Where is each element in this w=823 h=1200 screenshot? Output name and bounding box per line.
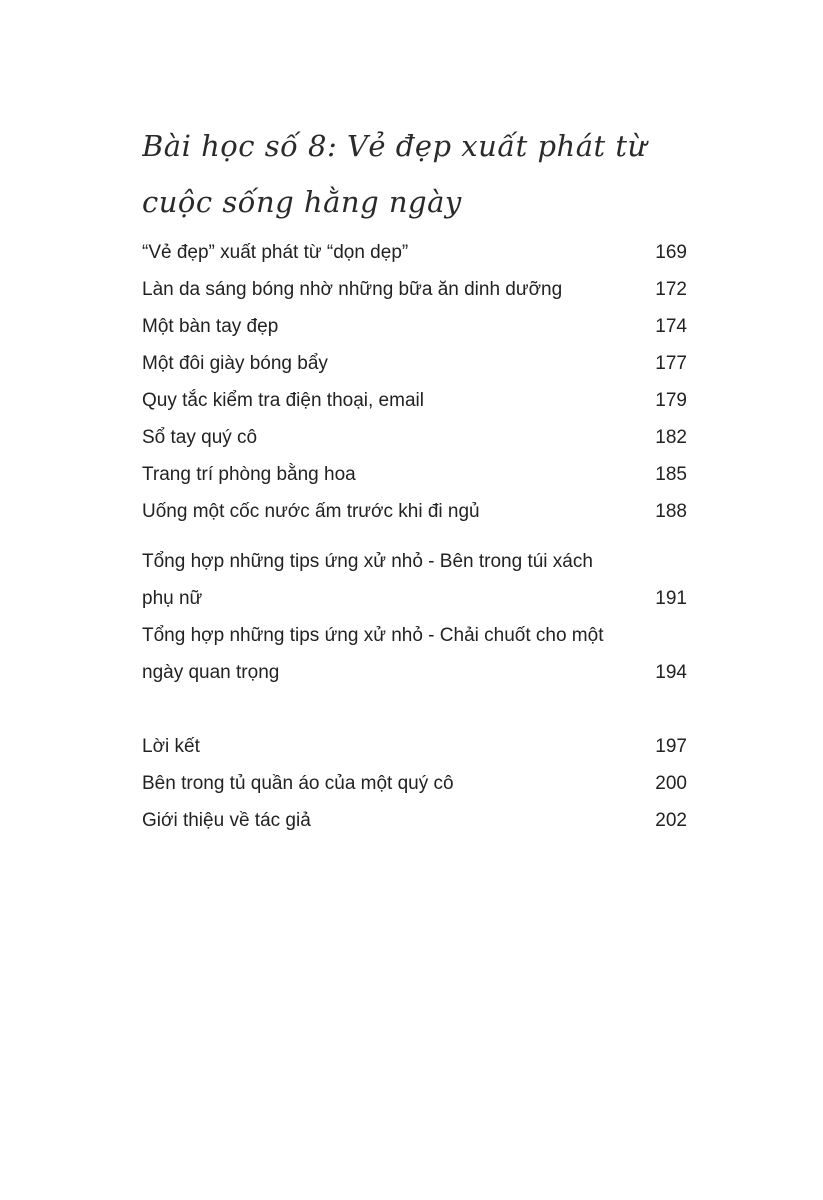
toc-entry-title: Làn da sáng bóng nhờ những bữa ăn dinh dưỡng — [142, 279, 563, 300]
toc-entry-title: “Vẻ đẹp” xuất phát từ “dọn dẹp” — [142, 242, 409, 263]
toc-entry-page: 177 — [655, 353, 687, 374]
toc-entry — [142, 271, 687, 308]
toc-entry-title: Một bàn tay đẹp — [142, 316, 279, 337]
toc-entry — [142, 419, 687, 456]
toc-entry-title: Lời kết — [142, 736, 200, 757]
toc-entry — [142, 543, 687, 617]
toc-entry-title: Một đôi giày bóng bẩy — [142, 353, 328, 374]
toc-entry-page: 197 — [655, 736, 687, 757]
toc-entry-title: Trang trí phòng bằng hoa — [142, 464, 356, 485]
toc-entry — [142, 765, 687, 802]
toc-entry — [142, 234, 687, 271]
toc-entry-page: 194 — [655, 662, 687, 683]
toc-entry — [142, 345, 687, 382]
toc-entry — [142, 728, 687, 765]
toc-entry — [142, 493, 687, 530]
toc-entry-page: 174 — [655, 316, 687, 337]
toc-entry — [142, 382, 687, 419]
toc-entry-page: 169 — [655, 242, 687, 263]
toc-entry — [142, 802, 687, 839]
toc-entry-page: 202 — [655, 810, 687, 831]
toc-entry-page: 172 — [655, 279, 687, 300]
toc-entry-title: Tổng hợp những tips ứng xử nhỏ - Bên trong túi xách phụ nữ — [142, 551, 593, 609]
toc-entry-title: Uống một cốc nước ấm trước khi đi ngủ — [142, 501, 480, 522]
toc-entry — [142, 456, 687, 493]
toc-entry-title: Sổ tay quý cô — [142, 427, 258, 448]
toc-entry-page: 182 — [655, 427, 687, 448]
toc-entry-title: Tổng hợp những tips ứng xử nhỏ - Chải chuốt cho một ngày quan trọng — [142, 625, 604, 683]
toc-entry-page: 188 — [655, 501, 687, 522]
toc-entry-page: 185 — [655, 464, 687, 485]
toc-entry — [142, 308, 687, 345]
toc-entry-title: Quy tắc kiểm tra điện thoại, email — [142, 390, 424, 411]
toc-entry-page: 191 — [655, 588, 687, 609]
chapter-title: Bài học số 8: Vẻ đẹp xuất phát từ cuộc sống hằng ngày — [142, 129, 647, 219]
toc-entry-title: Giới thiệu về tác giả — [142, 810, 311, 831]
toc-entry-title: Bên trong tủ quần áo của một quý cô — [142, 773, 454, 794]
toc-entry-page: 179 — [655, 390, 687, 411]
toc-entry-page: 200 — [655, 773, 687, 794]
toc-entry — [142, 617, 687, 691]
